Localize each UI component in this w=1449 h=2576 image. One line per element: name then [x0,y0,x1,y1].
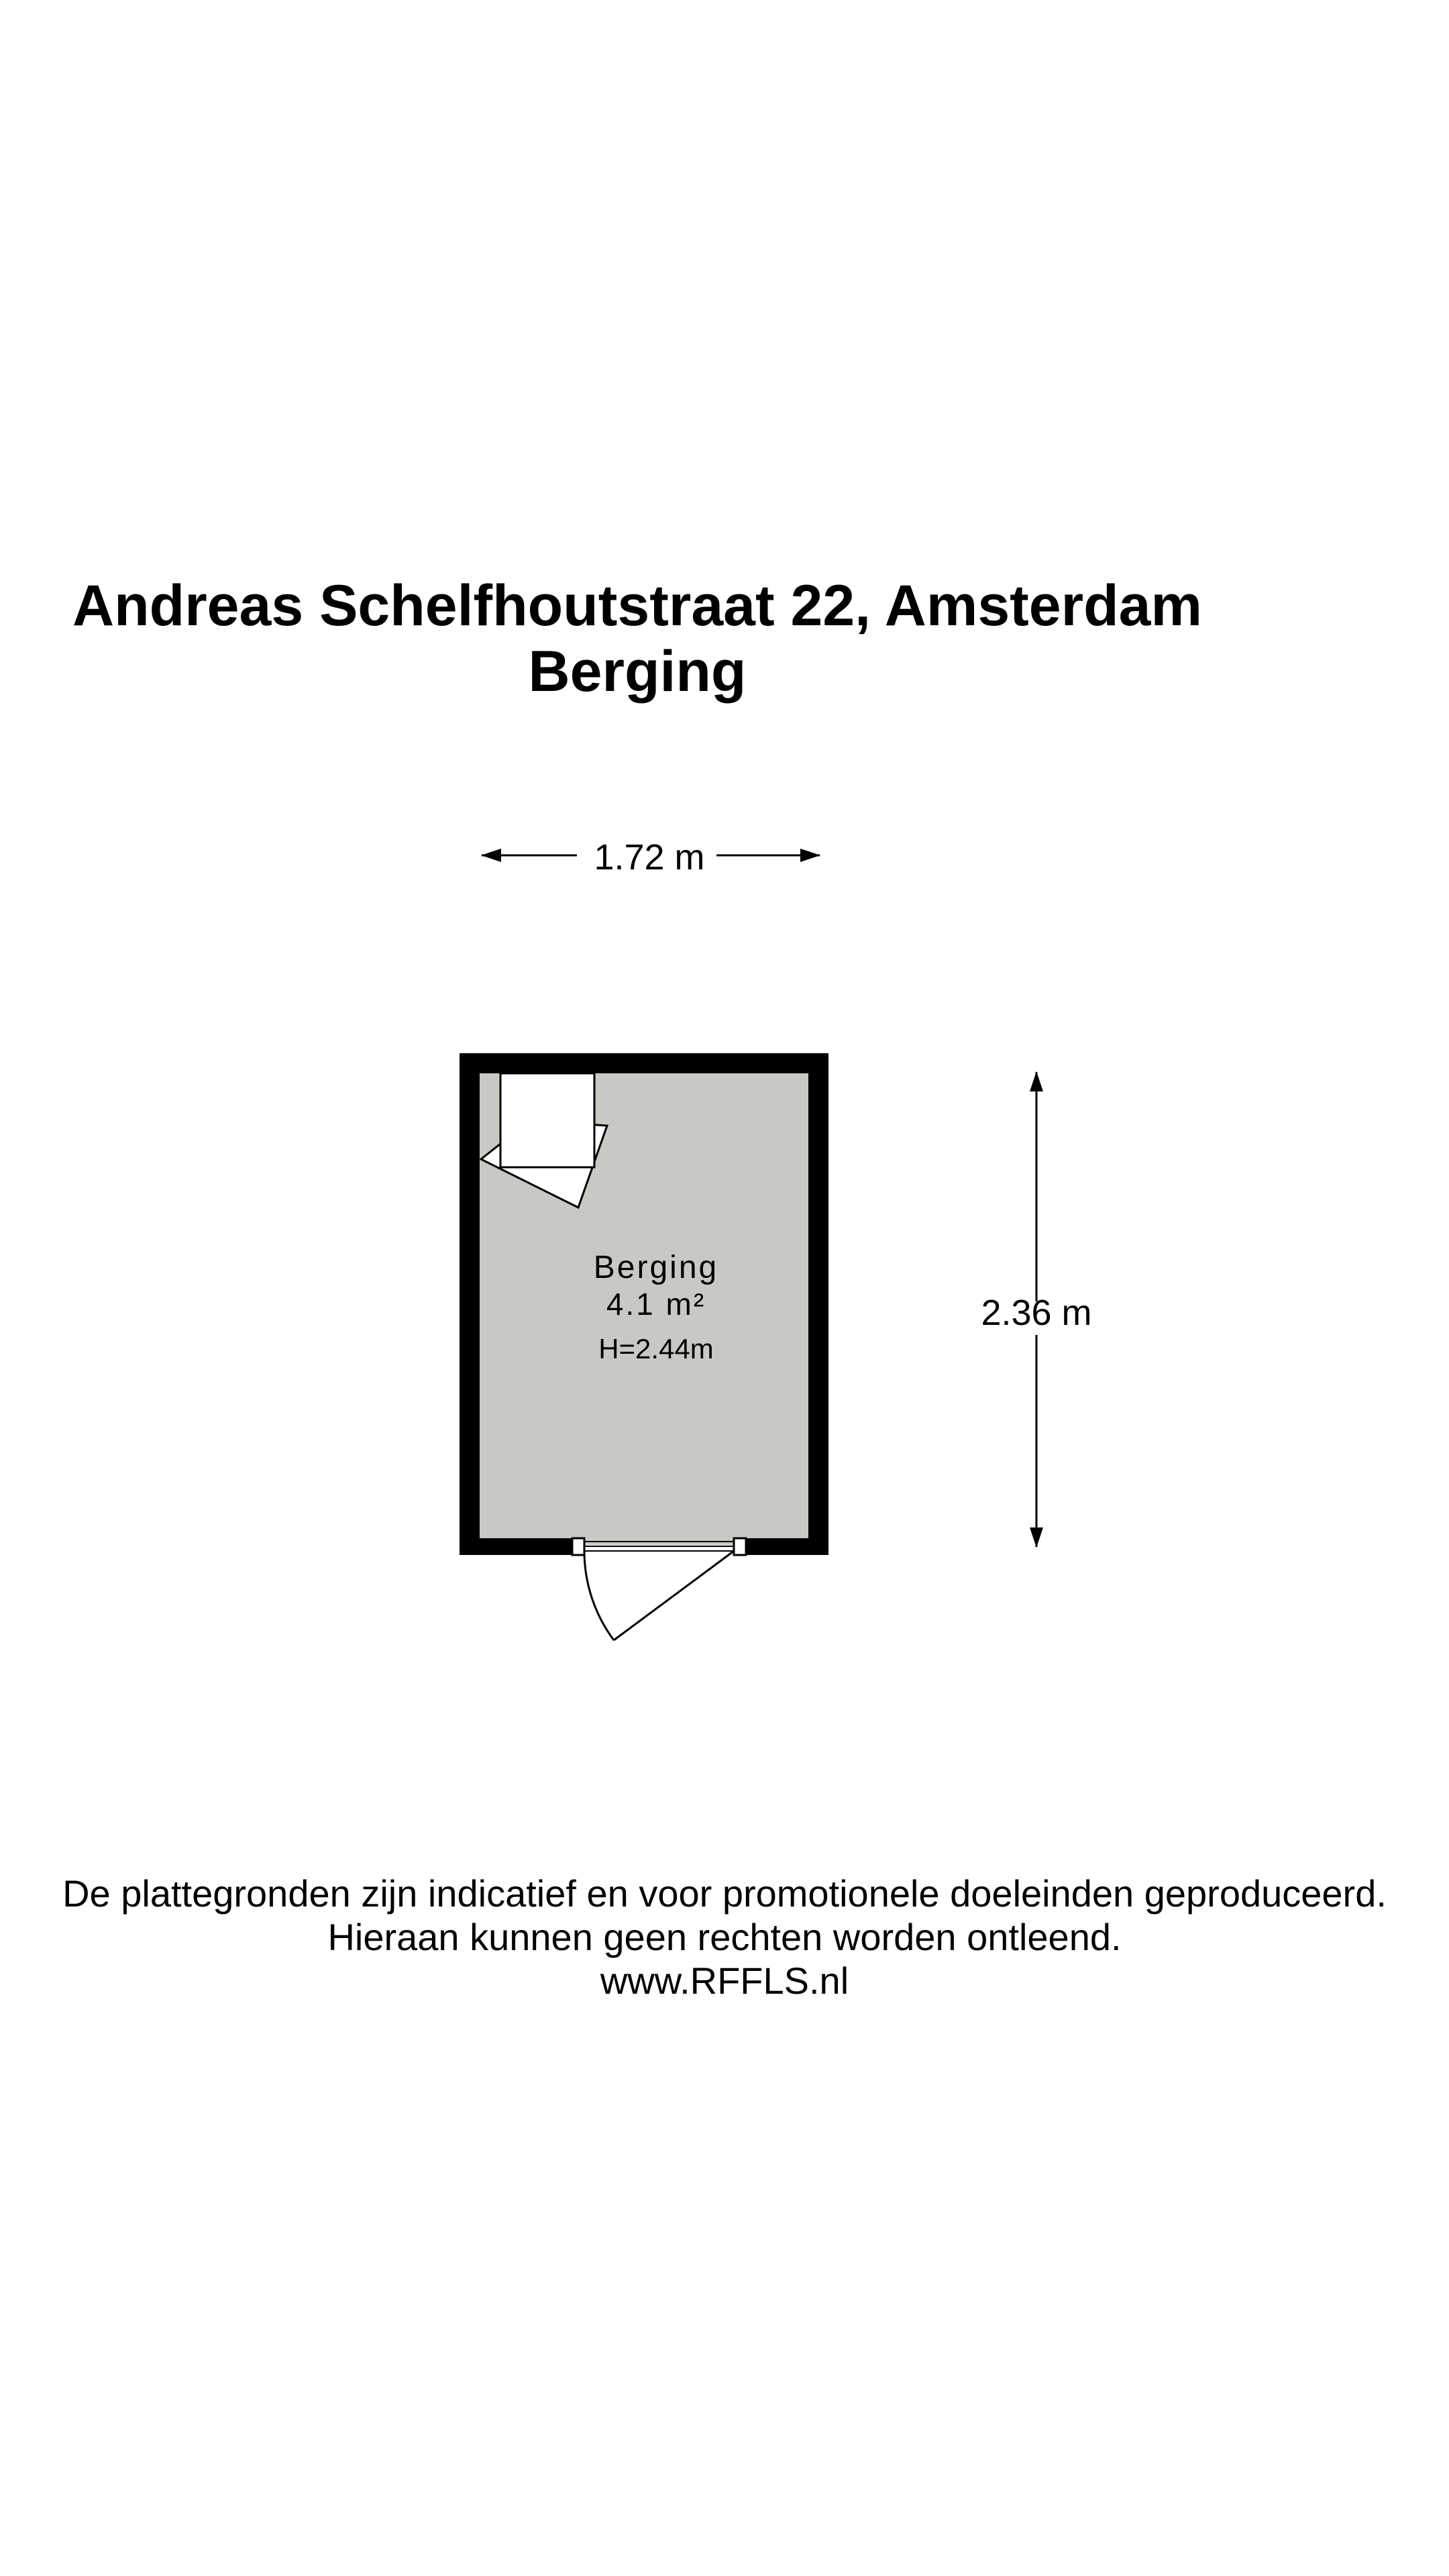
disclaimer-line: Hieraan kunnen geen rechten worden ontleend. [327,1916,1122,1958]
website-link[interactable]: www.RFFLS.nl [600,1960,849,2002]
depth-dimension [981,1072,1091,1547]
wall-bottom-right [746,1538,828,1555]
width-dimension [482,837,820,877]
width-label: 1.72 m [594,837,705,877]
room-name: Berging [593,1250,719,1285]
wall-right [808,1053,828,1555]
room-height: H=2.44m [598,1333,714,1364]
page-title: Andreas Schelfhoutstraat 22, Amsterdam [72,574,1202,638]
disclaimer-line: De plattegronden zijn indicatief en voor promotionele doeleinden geproduceerd. [62,1872,1387,1915]
fixture-box [500,1073,594,1167]
door-jamb-left [572,1538,584,1555]
depth-label: 2.36 m [981,1293,1092,1333]
door [572,1538,746,1640]
room-area: 4.1 m² [606,1287,706,1322]
wall-top [460,1053,828,1073]
floor-title: Berging [528,639,747,704]
door-swing-arc [584,1551,614,1640]
wall-bottom-left [460,1538,572,1555]
door-jamb-right [734,1538,746,1555]
door-leaf [614,1551,734,1640]
wall-left [460,1053,480,1555]
room-berging [460,1053,828,1640]
